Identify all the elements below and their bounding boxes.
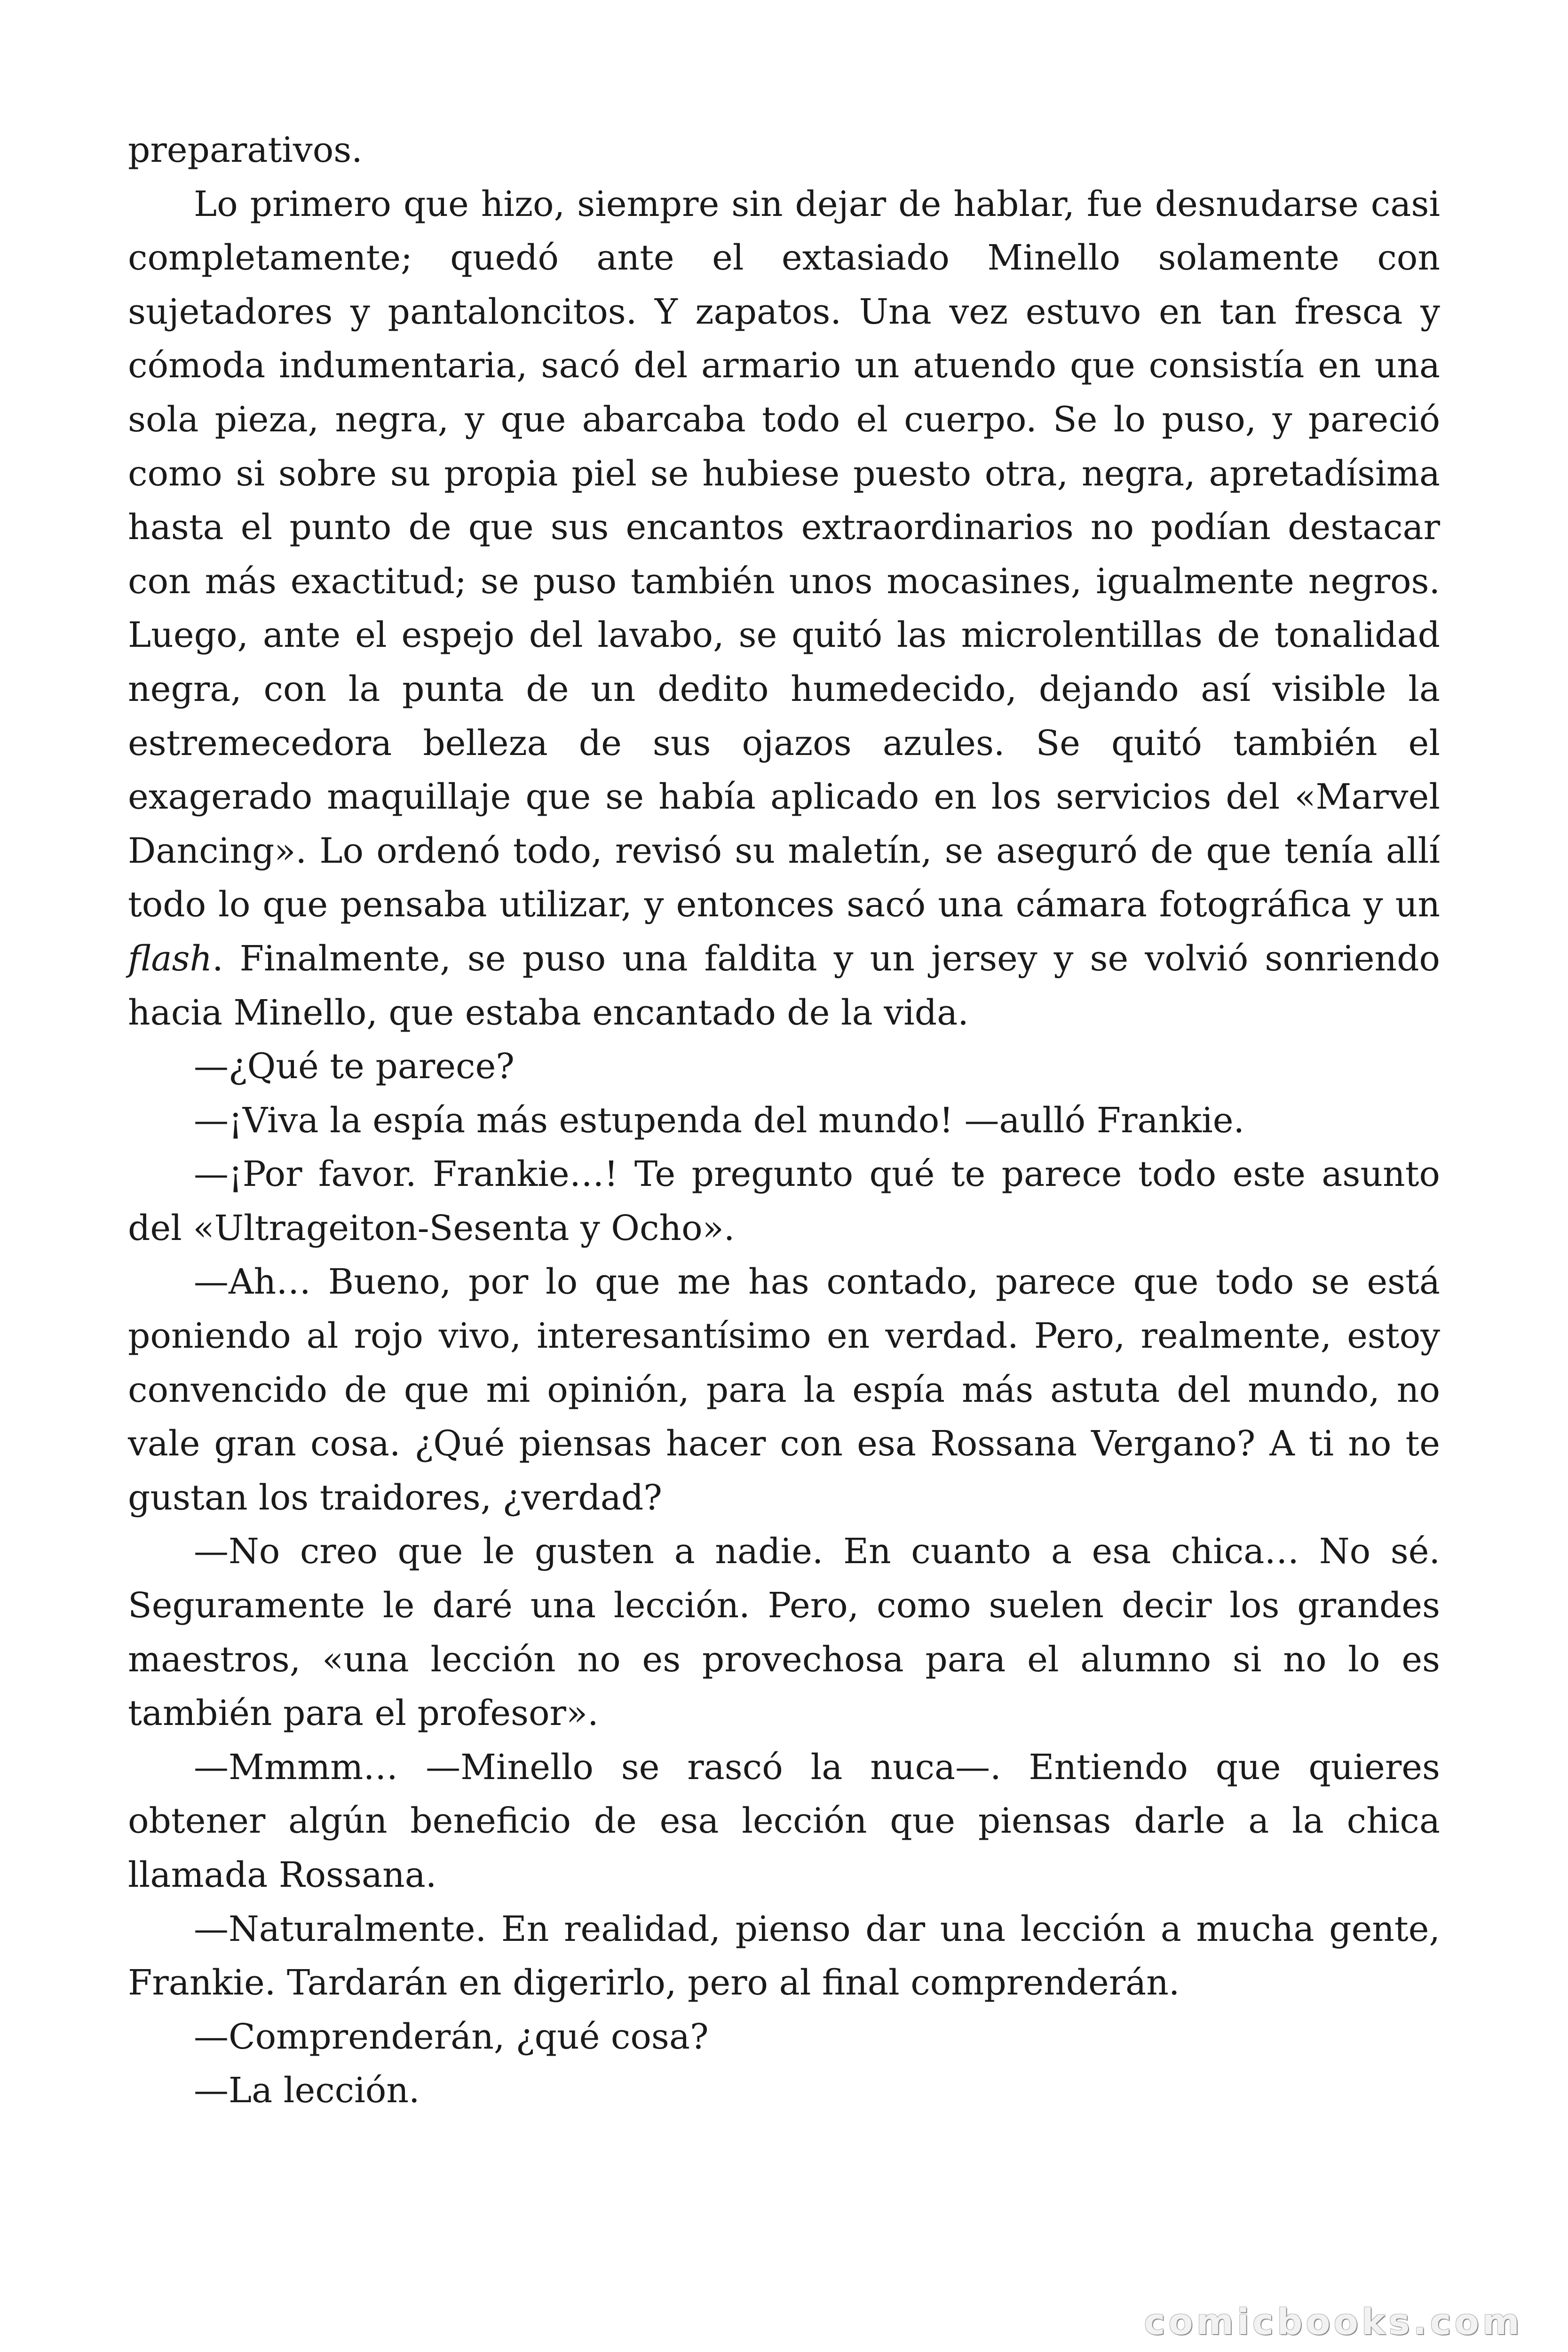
italic-word-flash: flash [128, 938, 213, 979]
dialogue-line: —Mmmm… —Minello se rascó la nuca—. Entiendo que quieres obtener algún beneficio de esa lección que piensas darle a la chica llamada Rossana. [128, 1747, 1440, 1895]
watermark: comicbooks.com [1144, 2301, 1523, 2343]
dialogue-line: —La lección. [194, 2070, 420, 2111]
dialogue-line: —No creo que le gusten a nadie. En cuanto a esa chica… No sé. Seguramente le daré una lección. Pero, como suelen decir los grandes maestros, «una lección no es provechosa para el alumno si no lo es también para el profesor». [128, 1531, 1440, 1734]
paragraph-narrative-text: Lo primero que hizo, siempre sin dejar de hablar, fue desnudarse casi completamente; quedó ante el extasiado Minello solamente con sujetadores y pantaloncitos. Y zapatos. Una vez estuvo en tan fresca y cómoda indumentaria, sacó del armario un atuendo que consistía en una sola pieza, negra, y que abarcaba todo el cuerpo. Se lo puso, y pareció como si sobre su propia piel se hubiese puesto otra, negra, apretadísima hasta el punto de que sus encantos extraordinarios no podían destacar con más exactitud; se puso también unos mocasines, igualmente negros. Luego, ante el espejo del lavabo, se quitó las microlentillas de tonalidad negra, con la punta de un dedito humedecido, dejando así visible la estremecedora belleza de sus ojazos azules. Se quitó también el exagerado maquillaje que se había aplicado en los servicios del «Marvel Dancing». Lo ordenó todo, revisó su maletín, se aseguró de que tenía allí todo lo que pensaba utilizar, y entonces sacó una cámara fotográfica y un [128, 183, 1440, 925]
dialogue-line: —Comprenderán, ¿qué cosa? [194, 2016, 709, 2057]
dialogue-line: —¡Por favor. Frankie…! Te pregunto qué te parece todo este asunto del «Ultrageiton-Sesenta y Ocho». [128, 1154, 1440, 1248]
dialogue-line: —Ah… Bueno, por lo que me has contado, parece que todo se está poniendo al rojo vivo, interesantísimo en verdad. Pero, realmente, estoy convencido de que mi opinión, para la espía más astuta del mundo, no vale gran cosa. ¿Qué piensas hacer con esa Rossana Vergano? A ti no te gustan los traidores, ¿verdad? [128, 1262, 1440, 1518]
paragraph-continuation: preparativos. [128, 130, 363, 170]
body-text [128, 123, 1440, 2118]
dialogue-line: —Naturalmente. En realidad, pienso dar una lección a mucha gente, Frankie. Tardarán en digerirlo, pero al final comprenderán. [128, 1908, 1440, 2003]
dialogue-line: —¿Qué te parece? [194, 1046, 515, 1087]
dialogue-line: —¡Viva la espía más estupenda del mundo! —aulló Frankie. [194, 1100, 1245, 1141]
paragraph-narrative [128, 177, 1440, 1040]
paragraph-narrative-tail: . Finalmente, se puso una faldita y un jersey y se volvió sonriendo hacia Minello, que estaba encantado de la vida. [128, 938, 1440, 1033]
